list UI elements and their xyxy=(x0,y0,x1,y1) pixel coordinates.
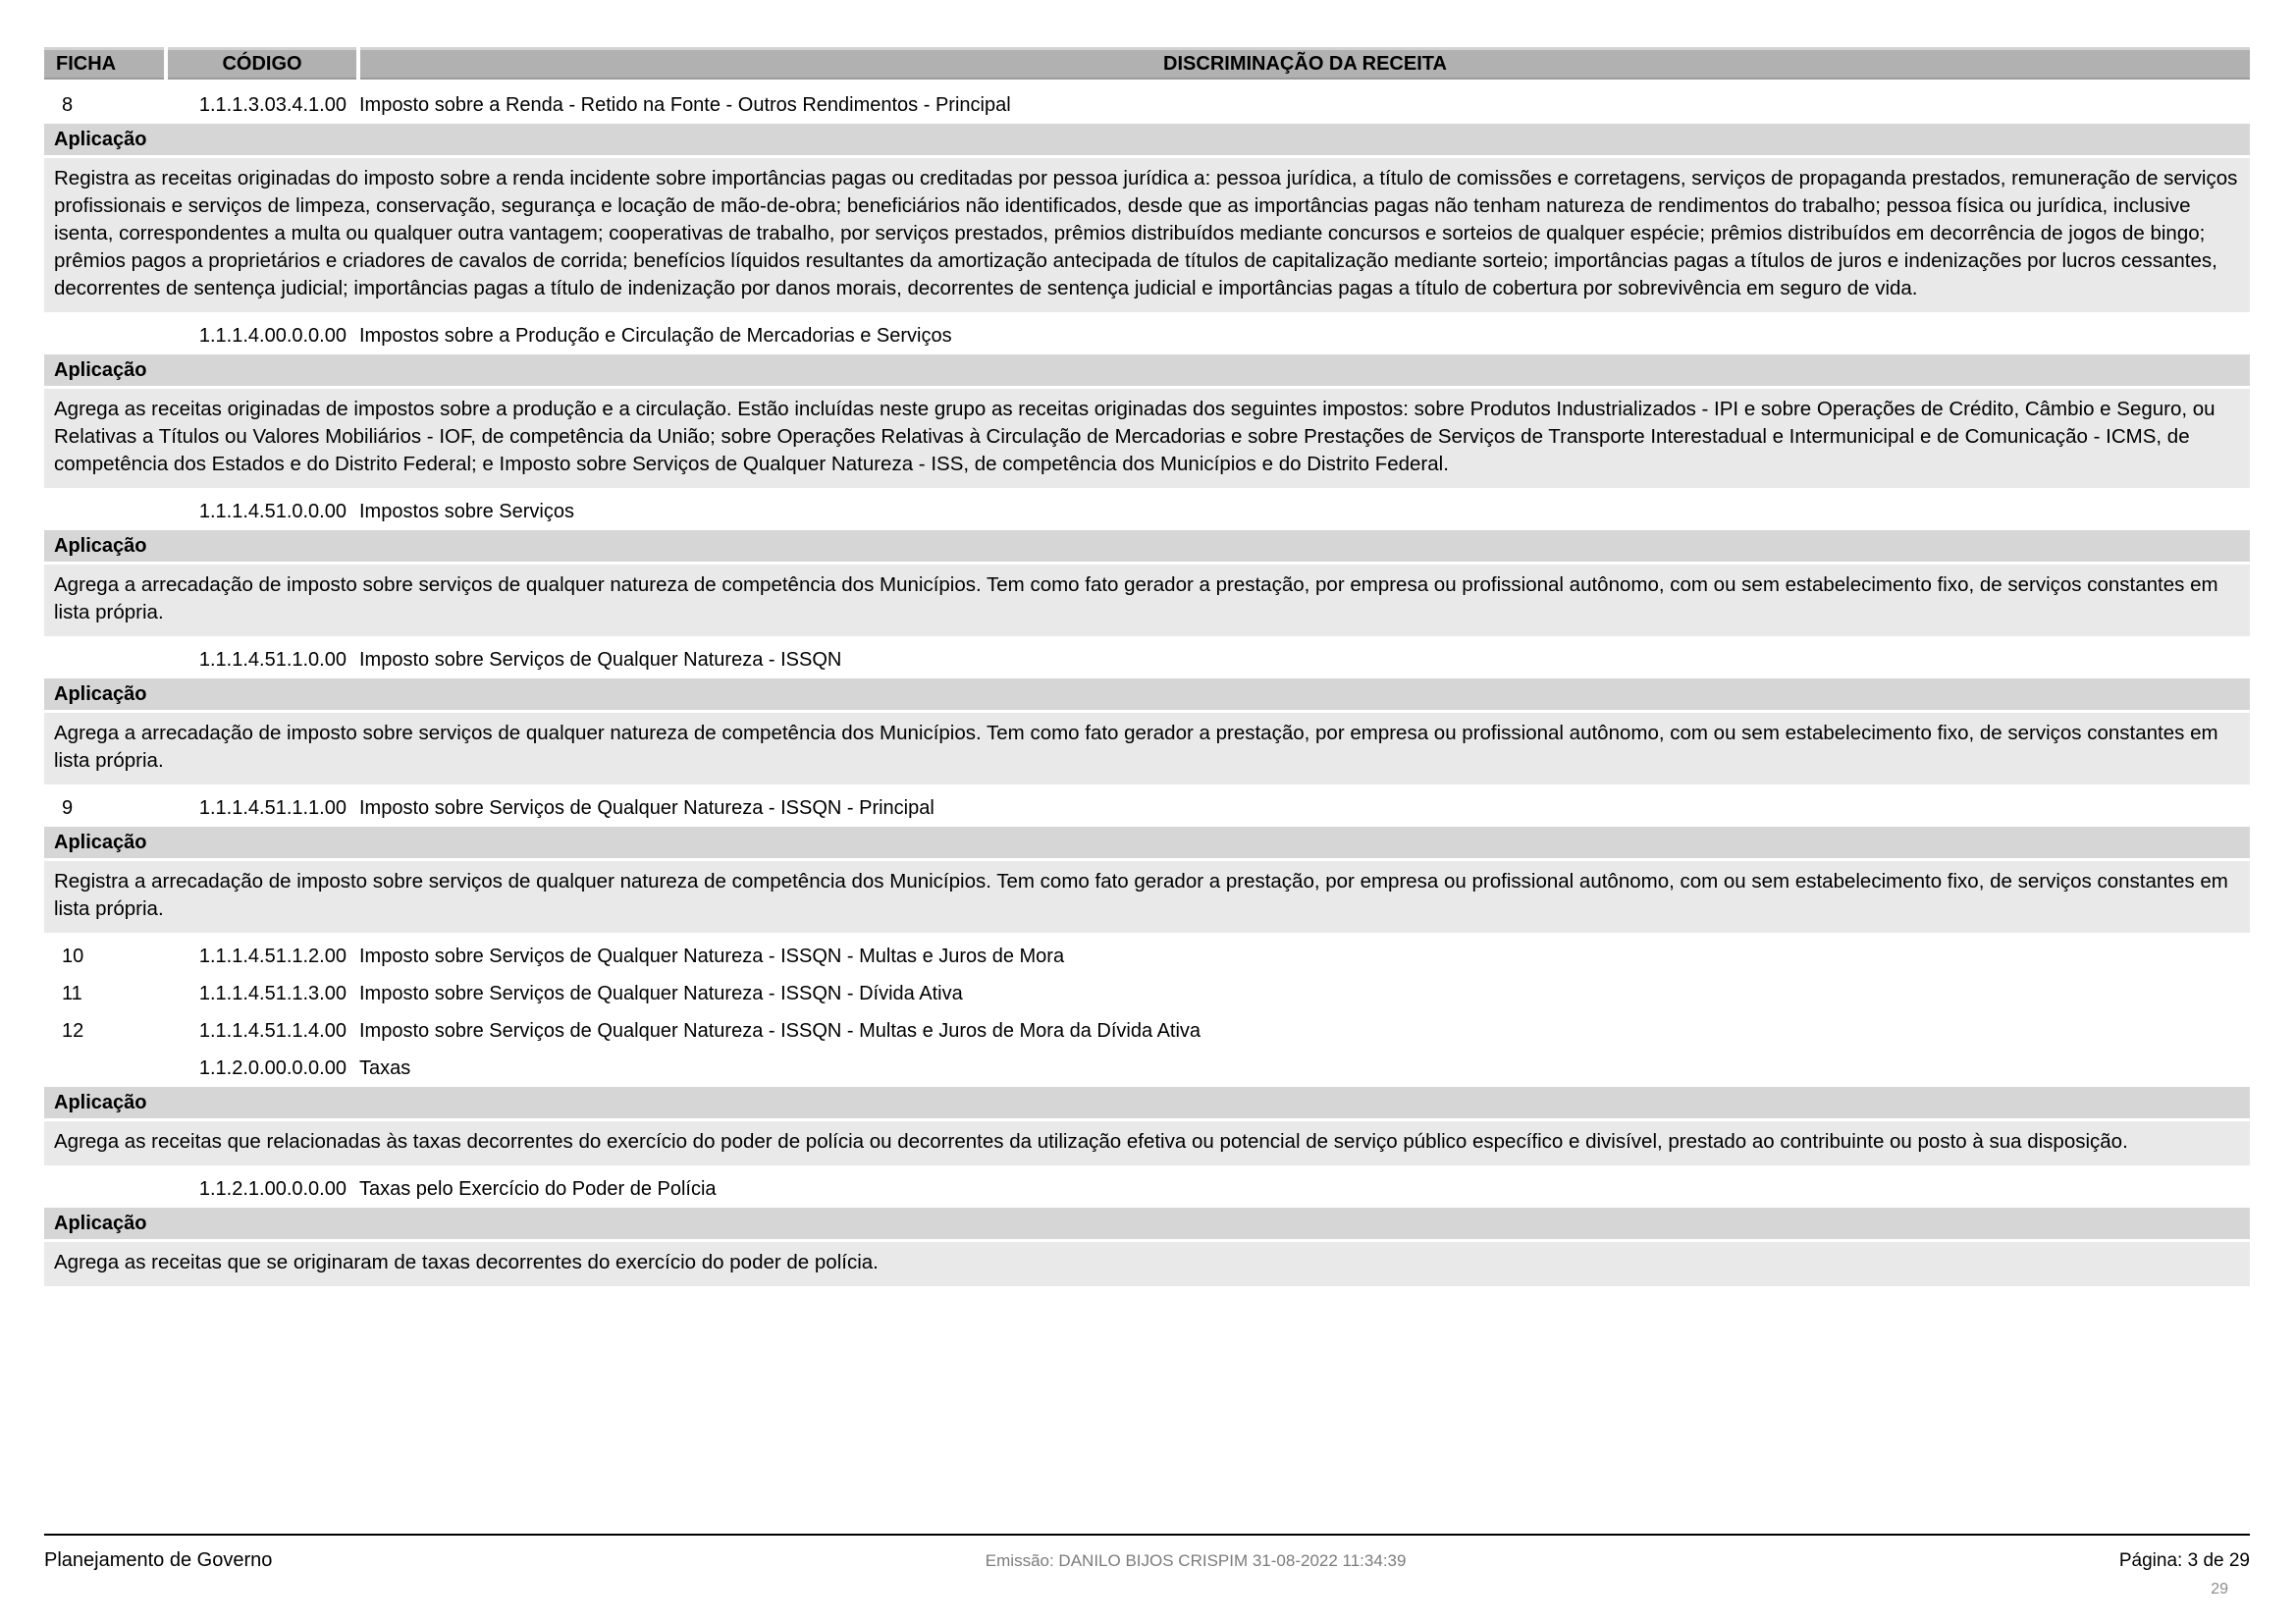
aplicacao-section-header xyxy=(44,678,2250,710)
table-row xyxy=(44,1012,2250,1050)
aplicacao-label: Aplicação xyxy=(54,682,147,705)
row-codigo-value: 1.1.1.4.51.1.1.00 xyxy=(198,796,347,819)
row-descricao-value: Imposto sobre Serviços de Qualquer Natureza - ISSQN - Multas e Juros de Mora da Dívida Ativa xyxy=(359,1019,1201,1042)
aplicacao-description-text: Registra a arrecadação de imposto sobre serviços de qualquer natureza de competência dos Municípios. Tem como fato gerador a prestação, por empresa ou profissional autônomo, com ou sem estabelecimento fixo, de serviços constantes em lista própria. xyxy=(44,861,2250,933)
aplicacao-section xyxy=(44,124,2250,312)
aplicacao-section xyxy=(44,1208,2250,1286)
table-row xyxy=(44,938,2250,975)
column-header-discriminacao-label: DISCRIMINAÇÃO DA RECEITA xyxy=(1163,52,1447,75)
aplicacao-label: Aplicação xyxy=(54,534,147,557)
aplicacao-section xyxy=(44,678,2250,784)
aplicacao-section xyxy=(44,1087,2250,1165)
page-footer-inner xyxy=(44,1536,2250,1572)
aplicacao-section-header xyxy=(44,530,2250,562)
table-row xyxy=(44,493,2250,530)
aplicacao-description-text: Agrega a arrecadação de imposto sobre serviços de qualquer natureza de competência dos Municípios. Tem como fato gerador a prestação, por empresa ou profissional autônomo, com ou sem estabelecimento fixo, de serviços constantes em lista própria. xyxy=(44,713,2250,784)
row-descricao-value: Imposto sobre Serviços de Qualquer Natureza - ISSQN - Dívida Ativa xyxy=(359,982,963,1004)
column-header-codigo xyxy=(168,47,356,80)
row-descricao-value: Imposto sobre a Renda - Retido na Fonte - Outros Rendimentos - Principal xyxy=(359,93,1011,116)
table-row xyxy=(44,641,2250,678)
column-header-ficha-label: FICHA xyxy=(56,52,117,75)
table-row xyxy=(44,1050,2250,1087)
row-codigo-value: 1.1.1.3.03.4.1.00 xyxy=(198,93,347,116)
row-codigo-value: 1.1.1.4.00.0.0.00 xyxy=(198,324,347,347)
aplicacao-label: Aplicação xyxy=(54,358,147,381)
table-row xyxy=(44,975,2250,1012)
aplicacao-section-header xyxy=(44,827,2250,858)
aplicacao-section-header xyxy=(44,124,2250,155)
row-codigo-value: 1.1.2.0.00.0.0.00 xyxy=(198,1056,347,1079)
row-descricao-value: Imposto sobre Serviços de Qualquer Natureza - ISSQN xyxy=(359,648,842,671)
row-ficha-value: 9 xyxy=(62,796,74,819)
row-codigo-value: 1.1.2.1.00.0.0.00 xyxy=(198,1177,347,1200)
table-row xyxy=(44,86,2250,124)
column-header-discriminacao xyxy=(360,47,2250,80)
row-codigo-value: 1.1.1.4.51.1.3.00 xyxy=(198,982,347,1004)
row-codigo-value: 1.1.1.4.51.1.4.00 xyxy=(198,1019,347,1042)
row-ficha-value: 8 xyxy=(62,93,74,116)
table-row xyxy=(44,1170,2250,1208)
row-descricao-value: Imposto sobre Serviços de Qualquer Natureza - ISSQN - Multas e Juros de Mora xyxy=(359,945,1065,967)
aplicacao-section xyxy=(44,354,2250,488)
footer-page-indicator: Página: 3 de 29 xyxy=(2118,1550,2250,1571)
footer-emission-info: Emissão: DANILO BIJOS CRISPIM 31-08-2022 11:34:39 xyxy=(985,1551,1407,1570)
aplicacao-label: Aplicação xyxy=(54,1212,147,1234)
aplicacao-description-text: Registra as receitas originadas do imposto sobre a renda incidente sobre importâncias pagas ou creditadas por pessoa jurídica a: pessoa jurídica, a título de comissões e corretagens, serviços de propaganda prestados, remuneração de serviços profissionais e serviços de limpeza, conservação, segurança e locação de mão-de-obra; beneficiários não identificados, desde que as importâncias pagas não tenham natureza de rendimentos do trabalho; pessoa física ou jurídica, inclusive isenta, correspondentes a multa ou qualquer outra vantagem; cooperativas de trabalho, por serviços prestados, prêmios distribuídos mediante concursos e sorteios de qualquer espécie; prêmios distribuídos em decorrência de jogos de bingo; prêmios pagos a proprietários e criadores de cavalos de corrida; benefícios líquidos resultantes da amortização antecipada de títulos de capitalização mediante sorteio; importâncias pagas a títulos de juros e indenizações por lucros cessantes, decorrentes de sentença judicial; importâncias pagas a título de indenização por danos morais, decorrentes de sentença judicial e importâncias pagas a título de cobertura por sobrevivência em seguro de vida. xyxy=(44,158,2250,312)
aplicacao-label: Aplicação xyxy=(54,128,147,150)
row-descricao-value: Taxas xyxy=(359,1056,411,1079)
row-ficha-value: 10 xyxy=(62,945,84,967)
page-footer xyxy=(44,1534,2250,1597)
aplicacao-section-header xyxy=(44,1087,2250,1118)
row-descricao-value: Imposto sobre Serviços de Qualquer Natureza - ISSQN - Principal xyxy=(359,796,934,819)
aplicacao-description-text: Agrega a arrecadação de imposto sobre serviços de qualquer natureza de competência dos Municípios. Tem como fato gerador a prestação, por empresa ou profissional autônomo, com ou sem estabelecimento fixo, de serviços constantes em lista própria. xyxy=(44,565,2250,636)
row-codigo-value: 1.1.1.4.51.0.0.00 xyxy=(198,500,347,522)
row-descricao-value: Taxas pelo Exercício do Poder de Polícia xyxy=(359,1177,717,1200)
table-row xyxy=(44,789,2250,827)
receita-table-body xyxy=(44,86,2250,1286)
table-row xyxy=(44,317,2250,354)
row-codigo-value: 1.1.1.4.51.1.0.00 xyxy=(198,648,347,671)
row-codigo-value: 1.1.1.4.51.1.2.00 xyxy=(198,945,347,967)
table-header-row xyxy=(44,47,2250,80)
row-descricao-value: Impostos sobre Serviços xyxy=(359,500,574,522)
footer-page-number-small: 29 xyxy=(2211,1581,2228,1597)
aplicacao-label: Aplicação xyxy=(54,1091,147,1113)
aplicacao-label: Aplicação xyxy=(54,831,147,853)
row-descricao-value: Impostos sobre a Produção e Circulação de Mercadorias e Serviços xyxy=(359,324,952,347)
column-header-codigo-label: CÓDIGO xyxy=(222,52,302,75)
footer-report-name: Planejamento de Governo xyxy=(44,1549,273,1571)
column-header-ficha xyxy=(44,47,164,80)
row-ficha-value: 11 xyxy=(62,982,82,1004)
aplicacao-section xyxy=(44,530,2250,636)
row-ficha-value: 12 xyxy=(62,1019,84,1042)
aplicacao-section xyxy=(44,827,2250,933)
aplicacao-section-header xyxy=(44,1208,2250,1239)
aplicacao-description-text: Agrega as receitas que se originaram de taxas decorrentes do exercício do poder de polícia. xyxy=(44,1242,2250,1286)
aplicacao-section-header xyxy=(44,354,2250,386)
aplicacao-description-text: Agrega as receitas que relacionadas às taxas decorrentes do exercício do poder de polícia ou decorrentes da utilização efetiva ou potencial de serviço público específico e divisível, prestado ao contribuinte ou posto à sua disposição. xyxy=(44,1121,2250,1165)
aplicacao-description-text: Agrega as receitas originadas de impostos sobre a produção e a circulação. Estão incluídas neste grupo as receitas originadas dos seguintes impostos: sobre Produtos Industrializados - IPI e sobre Operações de Crédito, Câmbio e Seguro, ou Relativas a Títulos ou Valores Mobiliários - IOF, de competência da União; sobre Operações Relativas à Circulação de Mercadorias e sobre Prestações de Serviços de Transporte Interestadual e Intermunicipal e de Comunicação - ICMS, de competência dos Estados e do Distrito Federal; e Imposto sobre Serviços de Qualquer Natureza - ISS, de competência dos Municípios e do Distrito Federal. xyxy=(44,389,2250,488)
report-page-content xyxy=(44,47,2250,1291)
